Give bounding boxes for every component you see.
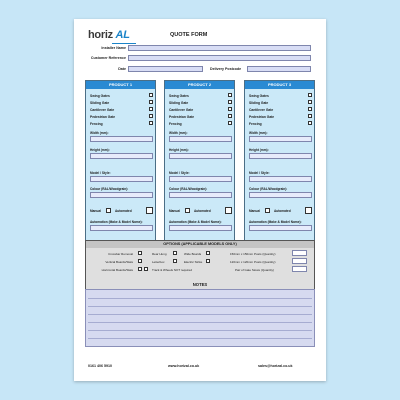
gate-type-fencing: Fencing [169,122,182,126]
logo-accent: AL [115,29,130,41]
height-field[interactable] [169,153,232,159]
manual-checkbox[interactable] [106,208,111,213]
option-rear-hung: Rear Hung [152,252,167,256]
pedestrian-gate-checkbox[interactable] [228,114,232,118]
form-title: QUOTE FORM [170,32,208,38]
height-label: Height (mm): [249,148,269,152]
width-label: Width (mm): [249,131,268,135]
rear-hung-checkbox[interactable] [173,251,177,255]
fencing-checkbox[interactable] [308,121,312,125]
swing-gates-checkbox[interactable] [228,93,232,97]
gate-type-pedestrian: Pedestrian Gate [90,115,116,119]
product-2-panel [164,80,235,243]
swing-gates-checkbox[interactable] [149,93,153,97]
width-label: Width (mm): [169,131,188,135]
colour-field[interactable] [90,192,153,198]
product-2-title: PRODUCT 2 [165,81,234,89]
manual-label: Manual [249,209,260,213]
cantilever-gate-checkbox[interactable] [308,107,312,111]
footer-website: www.horizal.co.uk [168,364,200,368]
logo-underline [112,43,136,44]
gate-stows-quantity[interactable] [292,266,307,272]
model-label: Model / Style: [249,171,270,175]
gate-type-cantilever: Cantilever Gate [90,108,115,112]
delivery-postcode-label: Delivery Postcode [210,67,242,71]
automated-label: Automated [194,209,211,213]
model-field[interactable] [90,176,153,182]
gate-type-fencing: Fencing [90,122,103,126]
pedestrian-gate-checkbox[interactable] [308,114,312,118]
gate-type-sliding: Sliding Gate [90,101,110,105]
gate-type-pedestrian: Pedestrian Gate [169,115,195,119]
height-label: Height (mm): [169,148,189,152]
wide-boards-checkbox[interactable] [206,251,210,255]
notes-line [88,330,312,331]
manual-checkbox[interactable] [185,208,190,213]
logo-main: horiz [88,29,113,41]
colour-field[interactable] [169,192,232,198]
footer-email: sales@horizal.co.uk [258,364,293,368]
option-vertical-boards: Vertical Boards/Slats [105,260,133,264]
installer-name-field[interactable] [128,45,311,51]
option-electric-strike: Electric Strike [184,260,203,264]
notes-line [88,298,312,299]
gate-type-fencing: Fencing [249,122,262,126]
width-label: Width (mm): [90,131,109,135]
automated-checkbox[interactable] [225,207,232,214]
option-wide-boards: Wide Boards [184,252,202,256]
automation-field[interactable] [169,225,232,231]
colour-label: Colour (RAL/Woodgrain): [169,187,208,191]
120mm-posts-quantity[interactable] [292,258,307,264]
width-field[interactable] [169,136,232,142]
option-150mm-posts: 150mm x 150mm Posts (Quantity) [230,252,276,256]
automation-field[interactable] [90,225,153,231]
model-label: Model / Style: [90,171,111,175]
option-crossbar-removal: Crossbar Removal [108,252,133,256]
electric-strike-checkbox[interactable] [206,259,210,263]
automation-label: Automation (Make & Model Name): [169,220,222,224]
automation-field[interactable] [249,225,312,231]
width-field[interactable] [90,136,153,142]
product-3-title: PRODUCT 3 [245,81,314,89]
option-letterbox: Letterbox [152,260,165,264]
notes-line [88,314,312,315]
horizal-logo [88,29,130,41]
notes-title: NOTES [192,282,208,287]
cantilever-gate-checkbox[interactable] [228,107,232,111]
automated-checkbox[interactable] [146,207,153,214]
option-gate-stows: Pair of Gate Stows (Quantity) [235,268,275,272]
vertical-boards-checkbox[interactable] [138,259,142,263]
gate-type-swing: Swing Gates [169,94,189,98]
automated-label: Automated [274,209,291,213]
notes-line [88,322,312,323]
model-field[interactable] [249,176,312,182]
gate-type-sliding: Sliding Gate [249,101,269,105]
cantilever-gate-checkbox[interactable] [149,107,153,111]
notes-line [88,338,312,339]
model-field[interactable] [169,176,232,182]
automation-label: Automation (Make & Model Name): [249,220,302,224]
product-1-panel [85,80,156,243]
gate-type-cantilever: Cantilever Gate [169,108,194,112]
height-field[interactable] [249,153,312,159]
gate-type-pedestrian: Pedestrian Gate [249,115,275,119]
letterbox-checkbox[interactable] [173,259,177,263]
height-label: Height (mm): [90,148,110,152]
crossbar-removal-checkbox[interactable] [138,251,142,255]
gate-type-cantilever: Cantilever Gate [249,108,274,112]
automated-label: Automated [115,209,132,213]
colour-field[interactable] [249,192,312,198]
colour-label: Colour (RAL/Woodgrain): [249,187,288,191]
date-field[interactable] [128,66,203,72]
customer-reference-field[interactable] [128,55,311,61]
option-track-wheels: Track & Wheels NOT required [152,268,193,272]
options-title: OPTIONS (APPLICABLE MODELS ONLY) [86,241,314,248]
product-1-title: PRODUCT 1 [86,81,155,89]
colour-label: Colour (RAL/Woodgrain): [90,187,129,191]
swing-gates-checkbox[interactable] [308,93,312,97]
fencing-checkbox[interactable] [149,121,153,125]
footer-phone: 0161 406 5910 [88,364,112,368]
pedestrian-gate-checkbox[interactable] [149,114,153,118]
track-wheels-checkbox[interactable] [144,267,148,271]
automated-checkbox[interactable] [305,207,312,214]
option-120mm-posts: 120mm x 120mm Posts (Quantity) [230,260,276,264]
notes-line [88,306,312,307]
customer-reference-label: Customer Reference [90,56,126,60]
gate-type-swing: Swing Gates [90,94,110,98]
fencing-checkbox[interactable] [228,121,232,125]
product-3-panel [244,80,315,243]
manual-checkbox[interactable] [265,208,270,213]
date-label: Date [118,67,126,71]
manual-label: Manual [169,209,180,213]
option-horizontal-boards: Horizontal Boards/Slats [101,268,133,272]
automation-label: Automation (Make & Model Name): [90,220,143,224]
installer-name-label: Installer Name [101,46,126,50]
quote-form-sheet [74,19,326,381]
manual-label: Manual [90,209,101,213]
delivery-postcode-field[interactable] [247,66,311,72]
gate-type-swing: Swing Gates [249,94,269,98]
horizontal-boards-checkbox[interactable] [138,267,142,271]
150mm-posts-quantity[interactable] [292,250,307,256]
sliding-gate-checkbox[interactable] [149,100,153,104]
width-field[interactable] [249,136,312,142]
sliding-gate-checkbox[interactable] [308,100,312,104]
height-field[interactable] [90,153,153,159]
sliding-gate-checkbox[interactable] [228,100,232,104]
gate-type-sliding: Sliding Gate [169,101,189,105]
model-label: Model / Style: [169,171,190,175]
notes-area[interactable] [85,289,315,347]
